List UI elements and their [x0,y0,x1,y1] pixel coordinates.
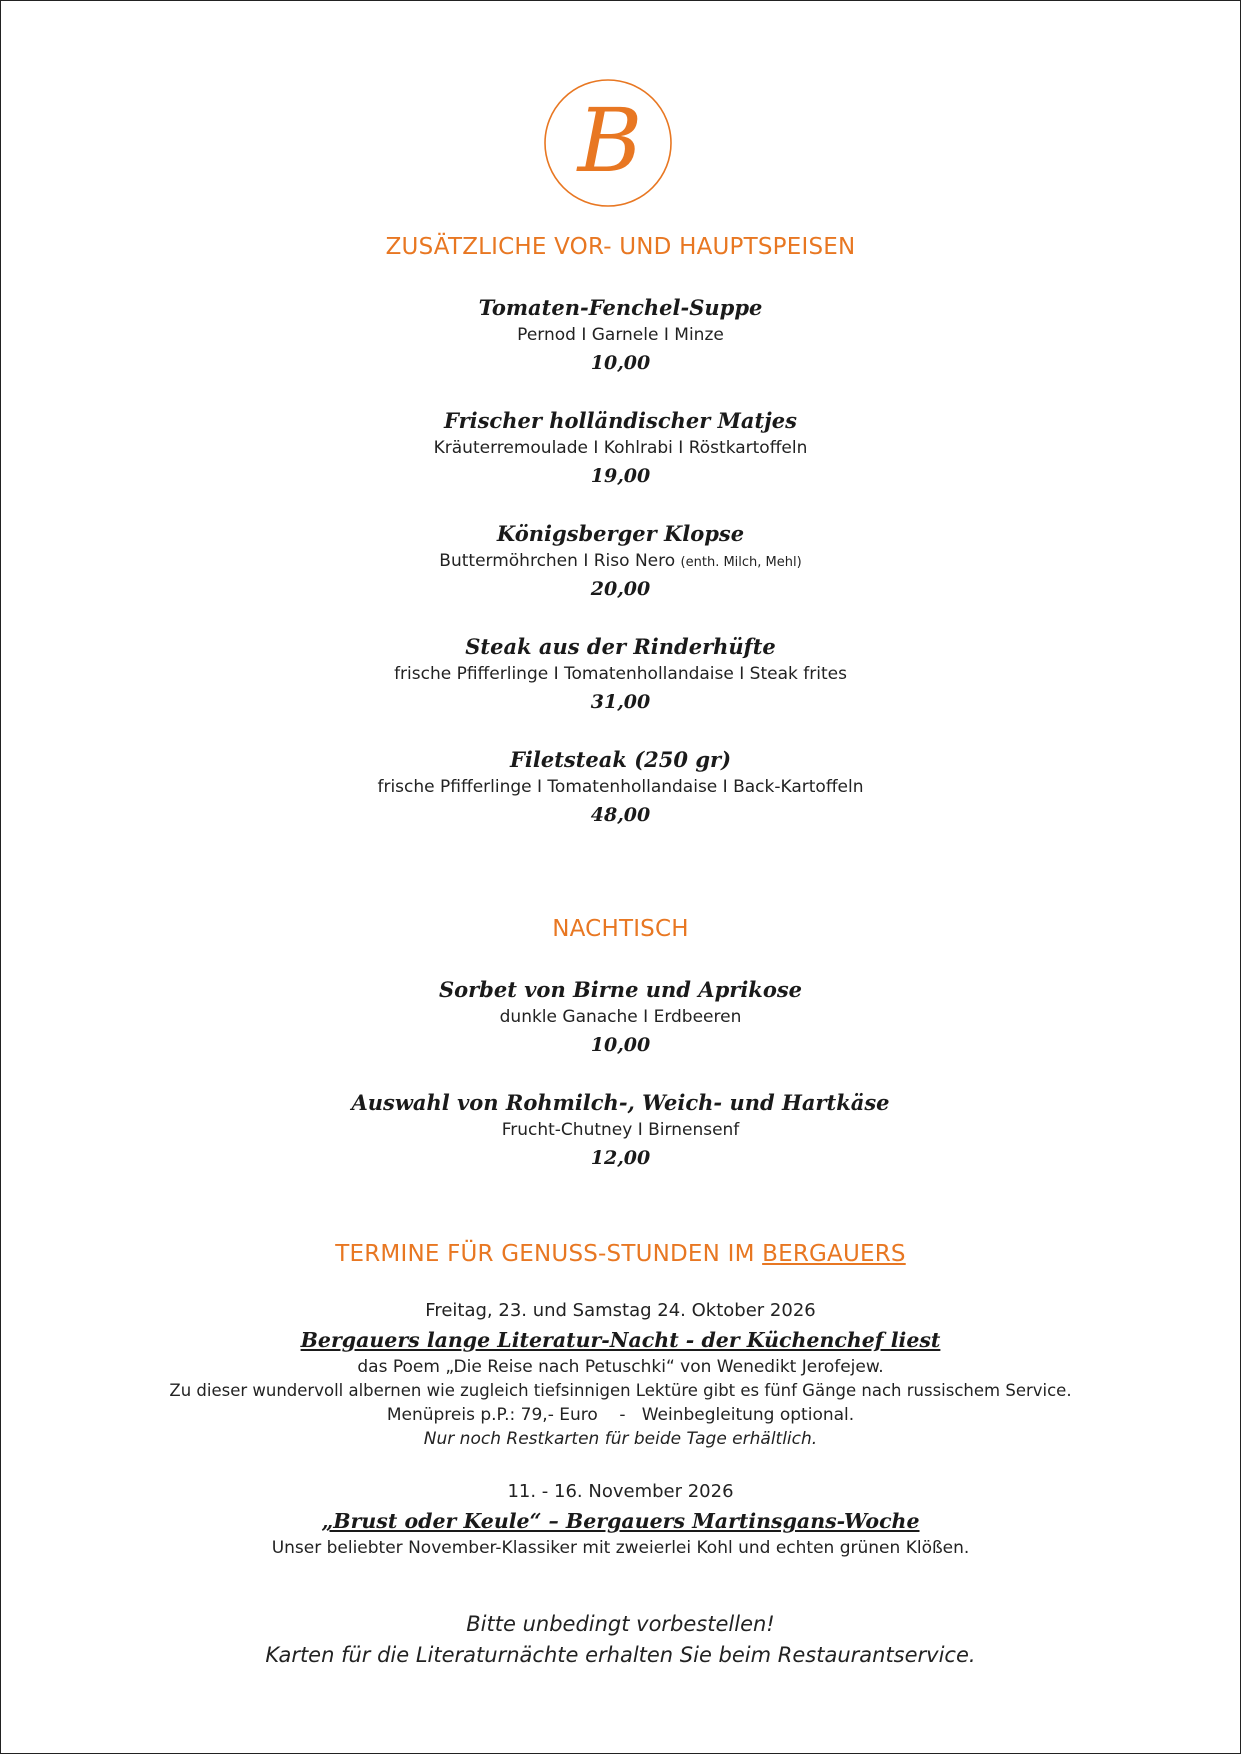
footer-line-tickets: Karten für die Literaturnächte erhalten Sie beim Restaurantservice. [265,1643,976,1667]
dish-price: 10,00 [590,352,651,374]
restaurant-logo [543,78,673,208]
dish-name: Auswahl von Rohmilch-, Weich- und Hartkäse [351,1090,890,1115]
dish-name: Königsberger Klopse [496,521,745,546]
dish-price: 31,00 [590,691,651,713]
event-date: Freitag, 23. und Samstag 24. Oktober 2026 [425,1300,816,1321]
dish-name: Frischer holländischer Matjes [444,408,797,433]
dish-name: Tomaten-Fenchel-Suppe [478,295,763,320]
dish-description: frische Pfifferlinge I Tomatenhollandaise I Steak frites [394,664,847,684]
event-entry [0,1297,1241,1451]
section-heading-main: ZUSÄTZLICHE VOR- UND HAUPTSPEISEN [385,234,856,260]
event-title: „Brust oder Keule“ – Bergauers Martinsgans-Woche [321,1509,920,1533]
dish-description: Frucht-Chutney I Birnensenf [501,1120,740,1140]
dish-price: 19,00 [590,465,651,487]
section-heading-dessert: NACHTISCH [552,916,689,942]
event-price: Menüpreis p.P.: 79,- Euro - Weinbegleitung optional. [386,1405,855,1425]
menu-item [0,407,1241,489]
menu-item [0,1089,1241,1171]
dish-description: Buttermöhrchen I Riso Nero (enth. Milch, Mehl) [439,551,802,571]
dish-description: Pernod I Garnele I Minze [517,325,724,345]
event-date: 11. - 16. November 2026 [507,1481,734,1502]
event-text: Unser beliebter November-Klassiker mit zweierlei Kohl und echten grünen Klößen. [271,1538,970,1558]
event-entry [0,1478,1241,1560]
event-availability: Nur noch Restkarten für beide Tage erhältlich. [423,1429,818,1449]
footer-note [0,1609,1241,1671]
menu-item [0,976,1241,1058]
dish-description: Kräuterremoulade I Kohlrabi I Röstkartoffeln [433,438,808,458]
dish-name: Filetsteak (250 gr) [509,747,732,772]
menu-item [0,746,1241,828]
event-text: Zu dieser wundervoll albernen wie zugleich tiefsinnigen Lektüre gibt es fünf Gänge nach russischem Service. [169,1381,1072,1400]
footer-line-reserve: Bitte unbedingt vorbestellen! [466,1612,775,1636]
dish-name: Sorbet von Birne und Aprikose [438,977,803,1002]
menu-item [0,633,1241,715]
dish-price: 20,00 [590,578,651,600]
menu-item [0,520,1241,602]
dish-price: 12,00 [590,1147,651,1169]
dish-price: 10,00 [590,1034,651,1056]
dish-description: dunkle Ganache I Erdbeeren [499,1007,742,1027]
event-text: das Poem „Die Reise nach Petuschki“ von Wenedikt Jerofejew. [357,1357,884,1377]
dish-price: 48,00 [590,804,651,826]
section-heading-events: TERMINE FÜR GENUSS-STUNDEN IM BERGAUERS [335,1241,906,1267]
dish-description: frische Pfifferlinge I Tomatenhollandaise I Back-Kartoffeln [377,777,864,797]
bergauers-link[interactable]: BERGAUERS [762,1241,906,1267]
svg-text:B: B [577,89,643,192]
dish-name: Steak aus der Rinderhüfte [465,634,776,659]
allergen-note: (enth. Milch, Mehl) [680,555,802,570]
menu-item [0,294,1241,376]
event-title: Bergauers lange Literatur-Nacht - der Küchenchef liest [300,1328,941,1352]
